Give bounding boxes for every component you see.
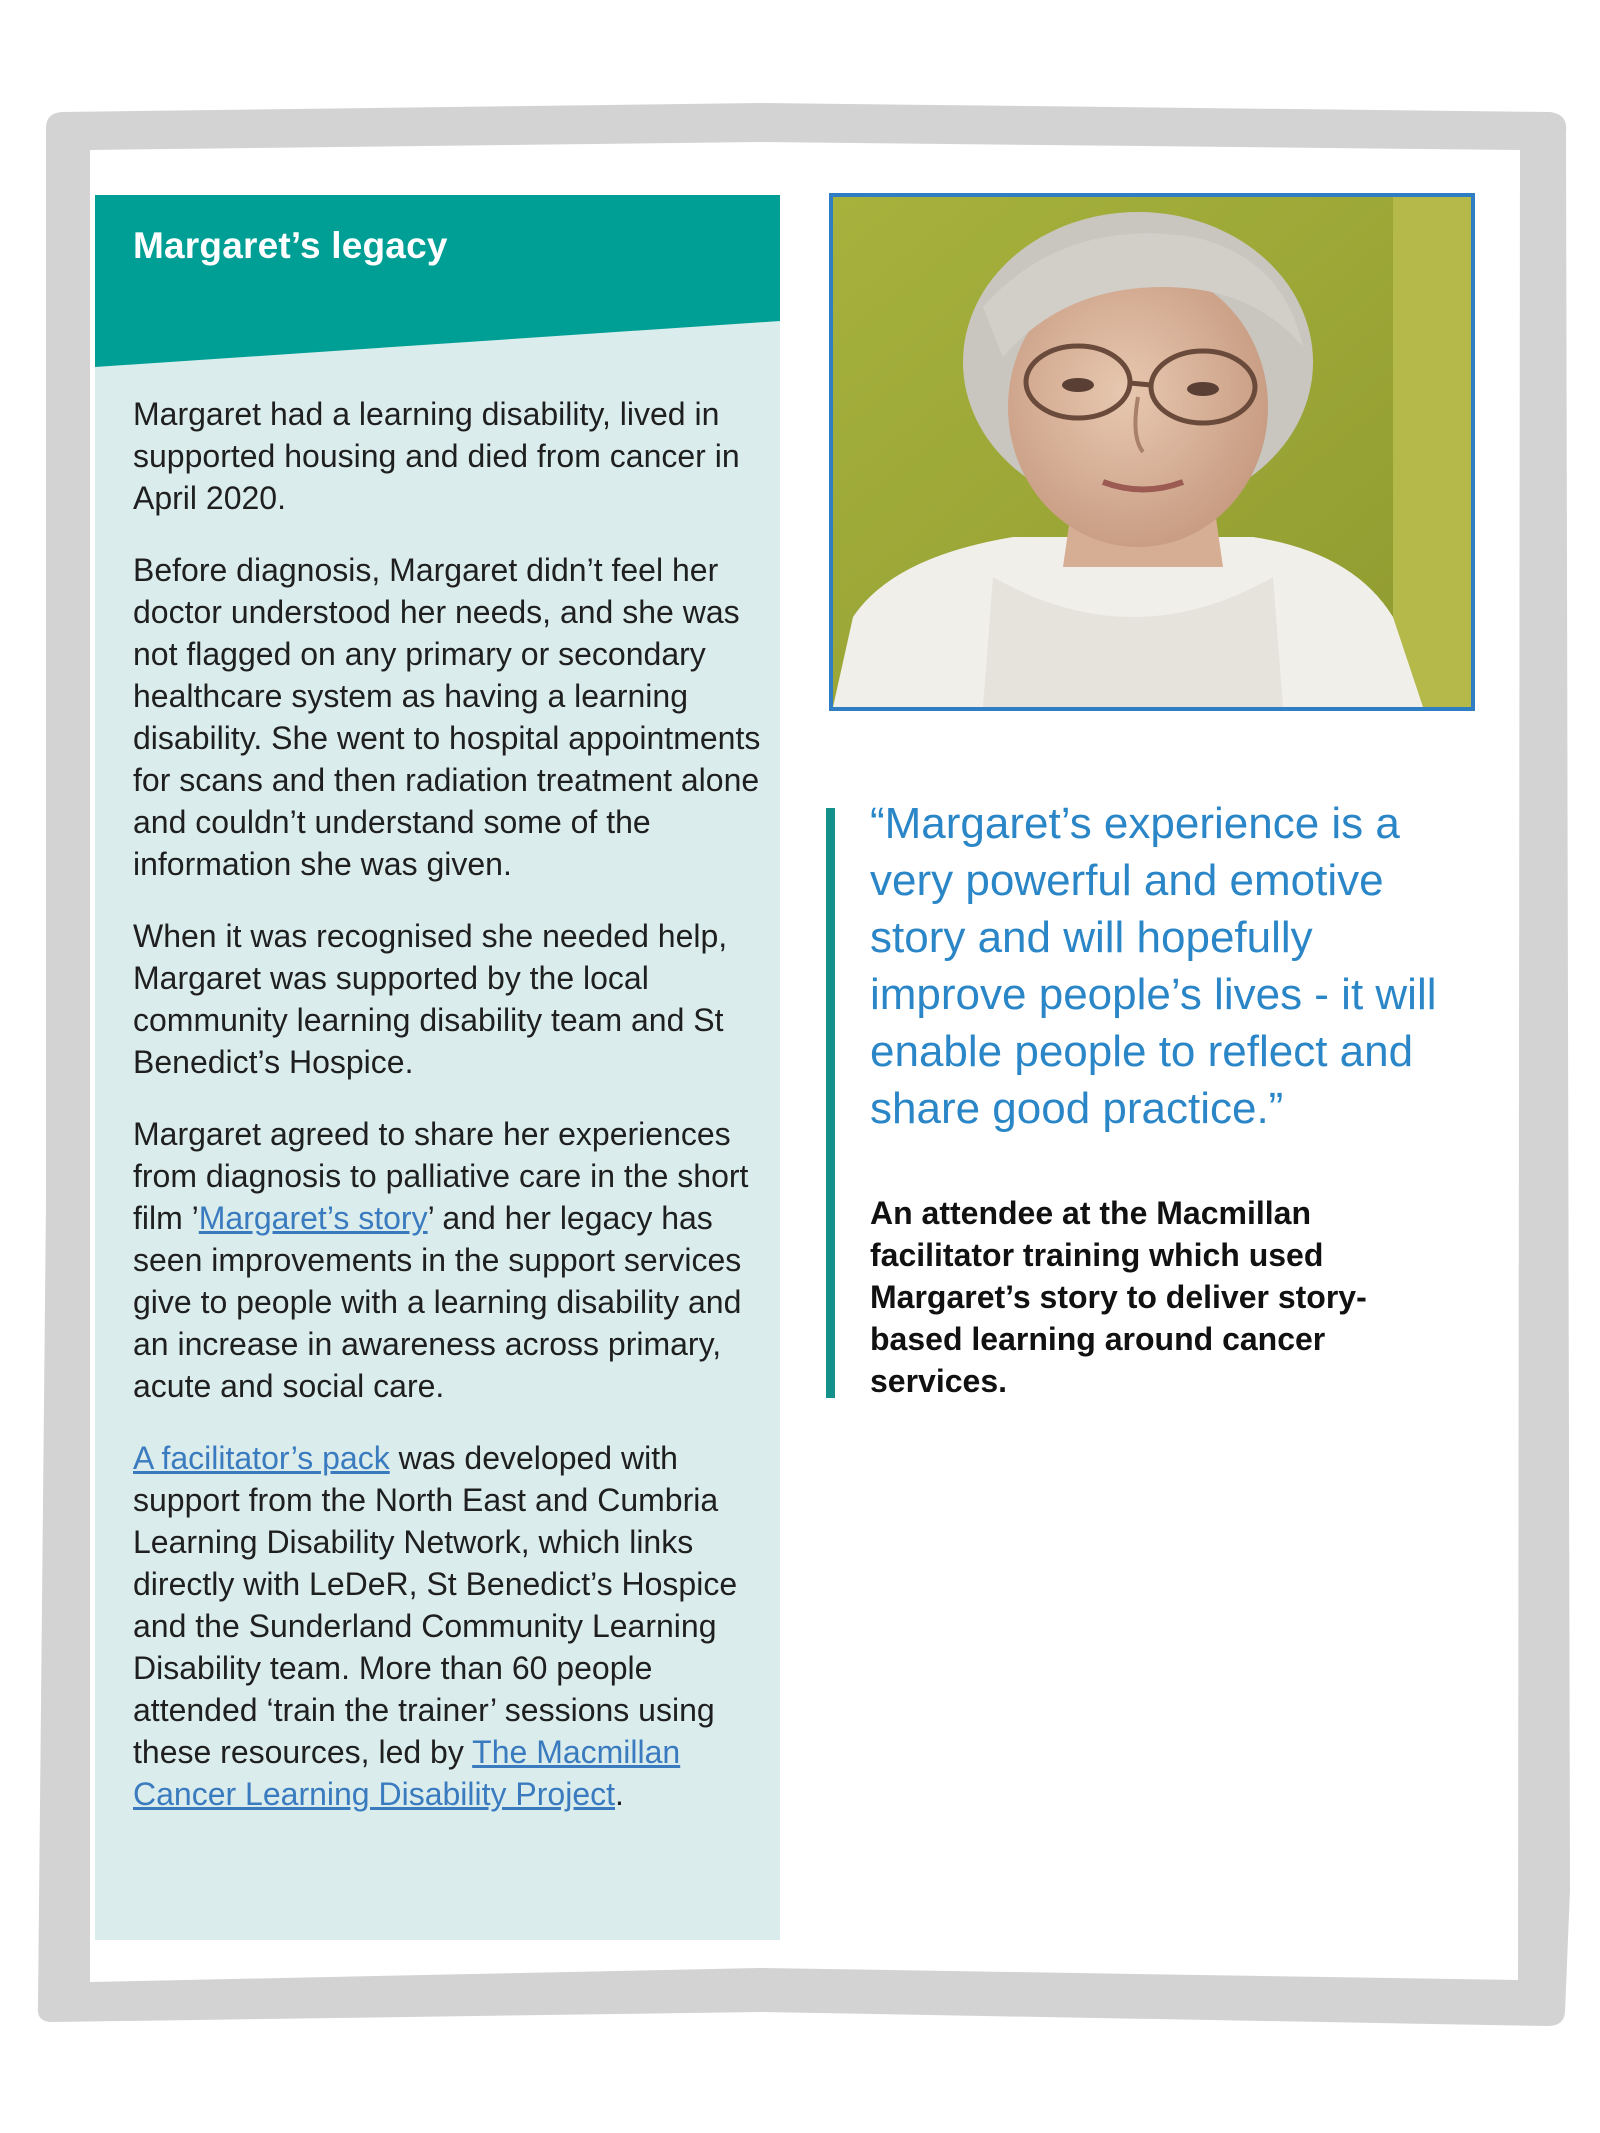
margarets-story-link[interactable]: Margaret’s story (198, 1200, 428, 1236)
pack-text-middle: was developed with support from the North East and Cumbria Learning Disability Network, which links directly with LeDeR, St Benedict’s Hospice and the Sunderland Community Learning Disability team. More than 60 people attended ‘train the trainer’ sessions using these resources, led by (133, 1440, 738, 1770)
macmillan-project-link[interactable]: The Macmillan Cancer Learning Disability Project (133, 1734, 681, 1812)
facilitators-pack-link[interactable]: A facilitator’s pack (133, 1440, 390, 1476)
panel-header (95, 195, 780, 370)
paragraph-support: When it was recognised she needed help, Margaret was supported by the local community learning disability team and St Benedict’s Hospice. (133, 918, 728, 1080)
quote-accent-bar (826, 808, 835, 1398)
film-text-after: ’ and her legacy has seen improvements in the support services give to people with a learning disability and an increase in awareness across primary, acute and social care. (133, 1200, 742, 1404)
pull-quote: “Margaret’s experience is a very powerful and emotive story and will hopefully improve people’s lives - it will enable people to reflect and share good practice.” (870, 799, 1437, 1133)
case-study-panel (95, 195, 780, 1940)
pack-text-end: . (615, 1776, 624, 1812)
panel-body (133, 393, 763, 1845)
paragraph-film (133, 1113, 763, 1407)
paragraph-intro: Margaret had a learning disability, lived in supported housing and died from cancer in April 2020. (133, 396, 740, 516)
panel-title: Margaret’s legacy (133, 225, 448, 266)
portrait-photo (829, 193, 1475, 711)
film-text-before: Margaret agreed to share her experiences from diagnosis to palliative care in the short film ’ (133, 1116, 749, 1236)
paragraph-diagnosis: Before diagnosis, Margaret didn’t feel her doctor understood her needs, and she was not flagged on any primary or secondary healthcare system as having a learning disability. She went to hospital appointments for scans and then radiation treatment alone and couldn’t understand some of the information she was given. (133, 552, 761, 882)
paragraph-pack (133, 1437, 763, 1815)
quote-attribution: An attendee at the Macmillan facilitator training which used Margaret’s story to deliver story-based learning around cancer services. (870, 1195, 1367, 1399)
